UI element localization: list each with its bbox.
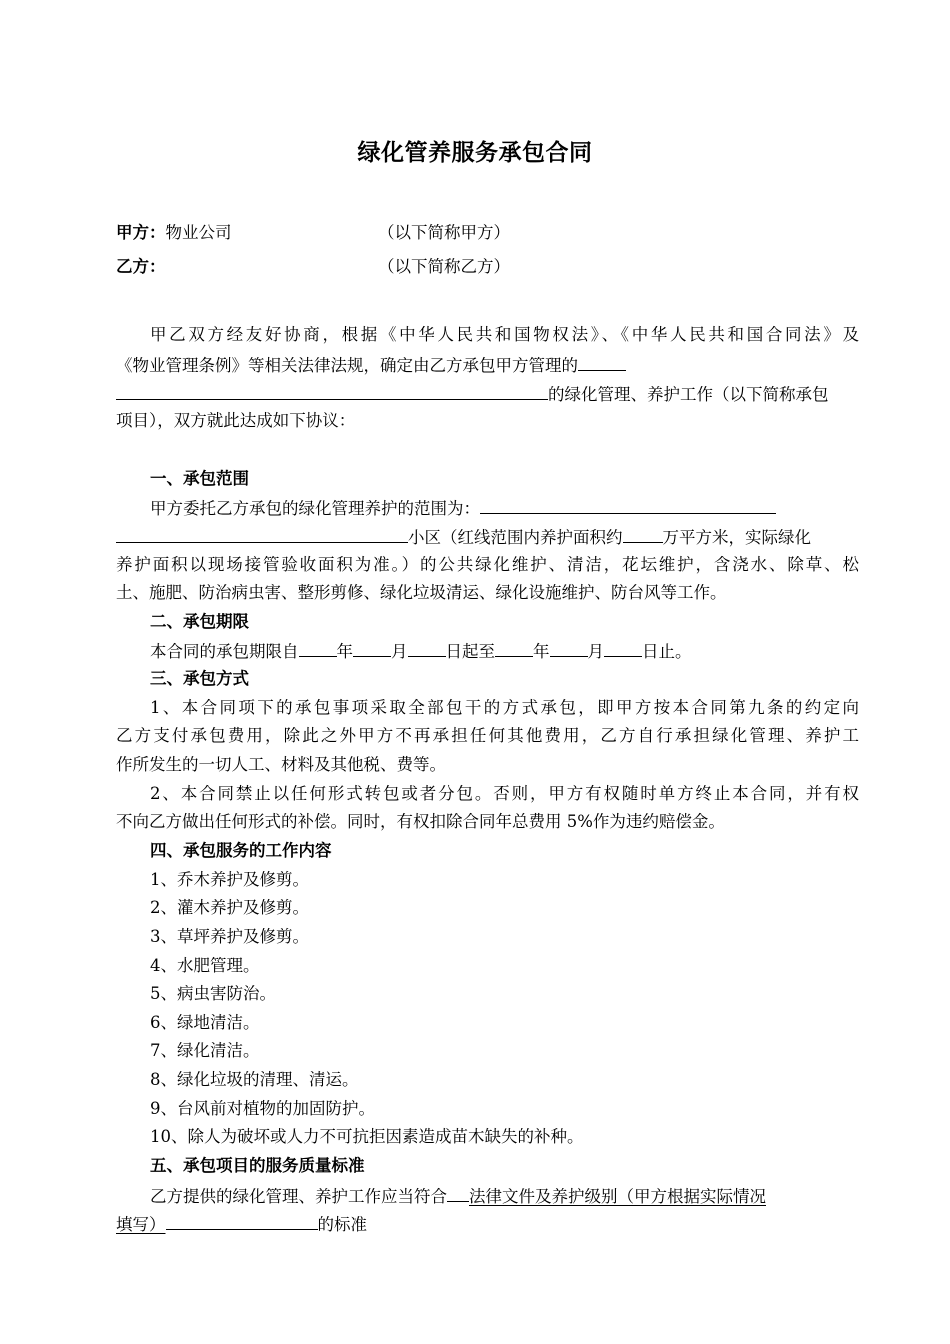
section-3-heading: 三、承包方式 — [150, 669, 249, 688]
s3-p1-line-2: 乙方支付承包费用，除此之外甲方不再承担任何其他费用，乙方自行承担绿化管理、养护工 — [116, 726, 859, 745]
s3-p1-line-1: 1、本合同项下的承包事项采取全部包干的方式承包，即甲方按本合同第九条的约定向 — [150, 698, 859, 717]
work-item: 10、除人为破坏或人力不可抗拒因素造成苗木缺失的补种。 — [150, 1127, 584, 1146]
standard-blank-lead — [447, 1184, 469, 1202]
s2-month: 月 — [391, 642, 408, 661]
s5-line-1 — [150, 1184, 766, 1208]
s1-text: 甲方委托乙方承包的绿化管理养护的范围为： — [150, 499, 480, 518]
preamble-text: 《物业管理条例》等相关法律法规，确定由乙方承包甲方管理的 — [116, 356, 578, 375]
work-item: 4、水肥管理。 — [150, 956, 260, 975]
work-item: 1、乔木养护及修剪。 — [150, 870, 309, 889]
s5-line-2 — [116, 1212, 367, 1236]
work-item: 2、灌木养护及修剪。 — [150, 898, 309, 917]
s1-text-2a: 小区（红线范围内养护面积约 — [408, 528, 623, 547]
preamble-tail: 的绿化管理、养护工作（以下简称承包 — [548, 385, 829, 404]
s2-term-line — [150, 639, 692, 663]
preamble-line-3 — [116, 382, 829, 406]
project-name-blank — [578, 353, 626, 371]
preamble-line-1: 甲乙双方经友好协商，根据《中华人民共和国物权法》、《中华人民共和国合同法》及 — [150, 325, 859, 344]
preamble-line-2 — [116, 353, 626, 377]
s5-text-end: 的标准 — [317, 1215, 367, 1234]
s3-p1-line-3: 作所发生的一切人工、材料及其他税、费等。 — [116, 755, 446, 774]
s3-p2-line-2: 不向乙方做出任何形式的补偿。同时，有权扣除合同年总费用 5%作为违约赔偿金。 — [116, 812, 725, 831]
party-b-line — [116, 256, 166, 278]
end-year-blank — [495, 639, 533, 657]
section-2-heading: 二、承包期限 — [150, 612, 249, 631]
s2-month-2: 月 — [587, 642, 604, 661]
s1-line-1 — [150, 496, 776, 520]
community-blank — [116, 525, 408, 543]
standard-blank-tail — [166, 1212, 318, 1230]
s1-line-2 — [116, 525, 811, 549]
section-1-heading: 一、承包范围 — [150, 469, 249, 488]
party-a-label: 甲方： — [116, 223, 166, 242]
work-item: 9、台风前对植物的加固防护。 — [150, 1099, 375, 1118]
standard-fill-1: 法律文件及养护级别（甲方根据实际情况 — [469, 1187, 766, 1206]
party-b-note: （以下简称乙方） — [378, 257, 510, 276]
s1-line-3: 养护面积以现场接管验收面积为准。）的公共绿化维护、清洁，花坛维护，含浇水、除草、松 — [116, 555, 859, 574]
work-item: 3、草坪养护及修剪。 — [150, 927, 309, 946]
end-day-blank — [604, 639, 642, 657]
standard-fill-2: 填写） — [116, 1215, 166, 1234]
s2-year: 年 — [336, 642, 353, 661]
s1-line-4: 土、施肥、防治病虫害、整形剪修、绿化垃圾清运、绿化设施维护、防台风等工作。 — [116, 583, 727, 602]
party-a-line — [116, 222, 232, 244]
work-item: 8、绿化垃圾的清理、清运。 — [150, 1070, 359, 1089]
section-4-heading: 四、承包服务的工作内容 — [150, 841, 332, 860]
area-blank — [623, 525, 663, 543]
s2-text: 本合同的承包期限自 — [150, 642, 299, 661]
party-a-note: （以下简称甲方） — [378, 223, 510, 242]
s2-day-to: 日起至 — [445, 642, 495, 661]
preamble-line-4: 项目），双方就此达成如下协议： — [116, 411, 356, 430]
start-month-blank — [353, 639, 391, 657]
work-item: 7、绿化清洁。 — [150, 1041, 260, 1060]
page-title: 绿化管养服务承包合同 — [357, 140, 593, 166]
scope-blank — [480, 496, 776, 514]
project-name-blank-cont — [116, 382, 548, 400]
end-month-blank — [550, 639, 588, 657]
s2-day-end: 日止。 — [642, 642, 692, 661]
work-item: 5、病虫害防治。 — [150, 984, 276, 1003]
party-b-label: 乙方： — [116, 257, 166, 276]
s3-p2-line-1: 2、本合同禁止以任何形式转包或者分包。否则，甲方有权随时单方终止本合同，并有权 — [150, 784, 859, 803]
work-item: 6、绿地清洁。 — [150, 1013, 260, 1032]
s5-text: 乙方提供的绿化管理、养护工作应当符合 — [150, 1187, 447, 1206]
party-a-name: 物业公司 — [165, 223, 232, 242]
start-day-blank — [408, 639, 446, 657]
start-year-blank — [299, 639, 337, 657]
s2-year-2: 年 — [533, 642, 550, 661]
s1-text-2b: 万平方米，实际绿化 — [662, 528, 811, 547]
section-5-heading: 五、承包项目的服务质量标准 — [150, 1156, 365, 1175]
